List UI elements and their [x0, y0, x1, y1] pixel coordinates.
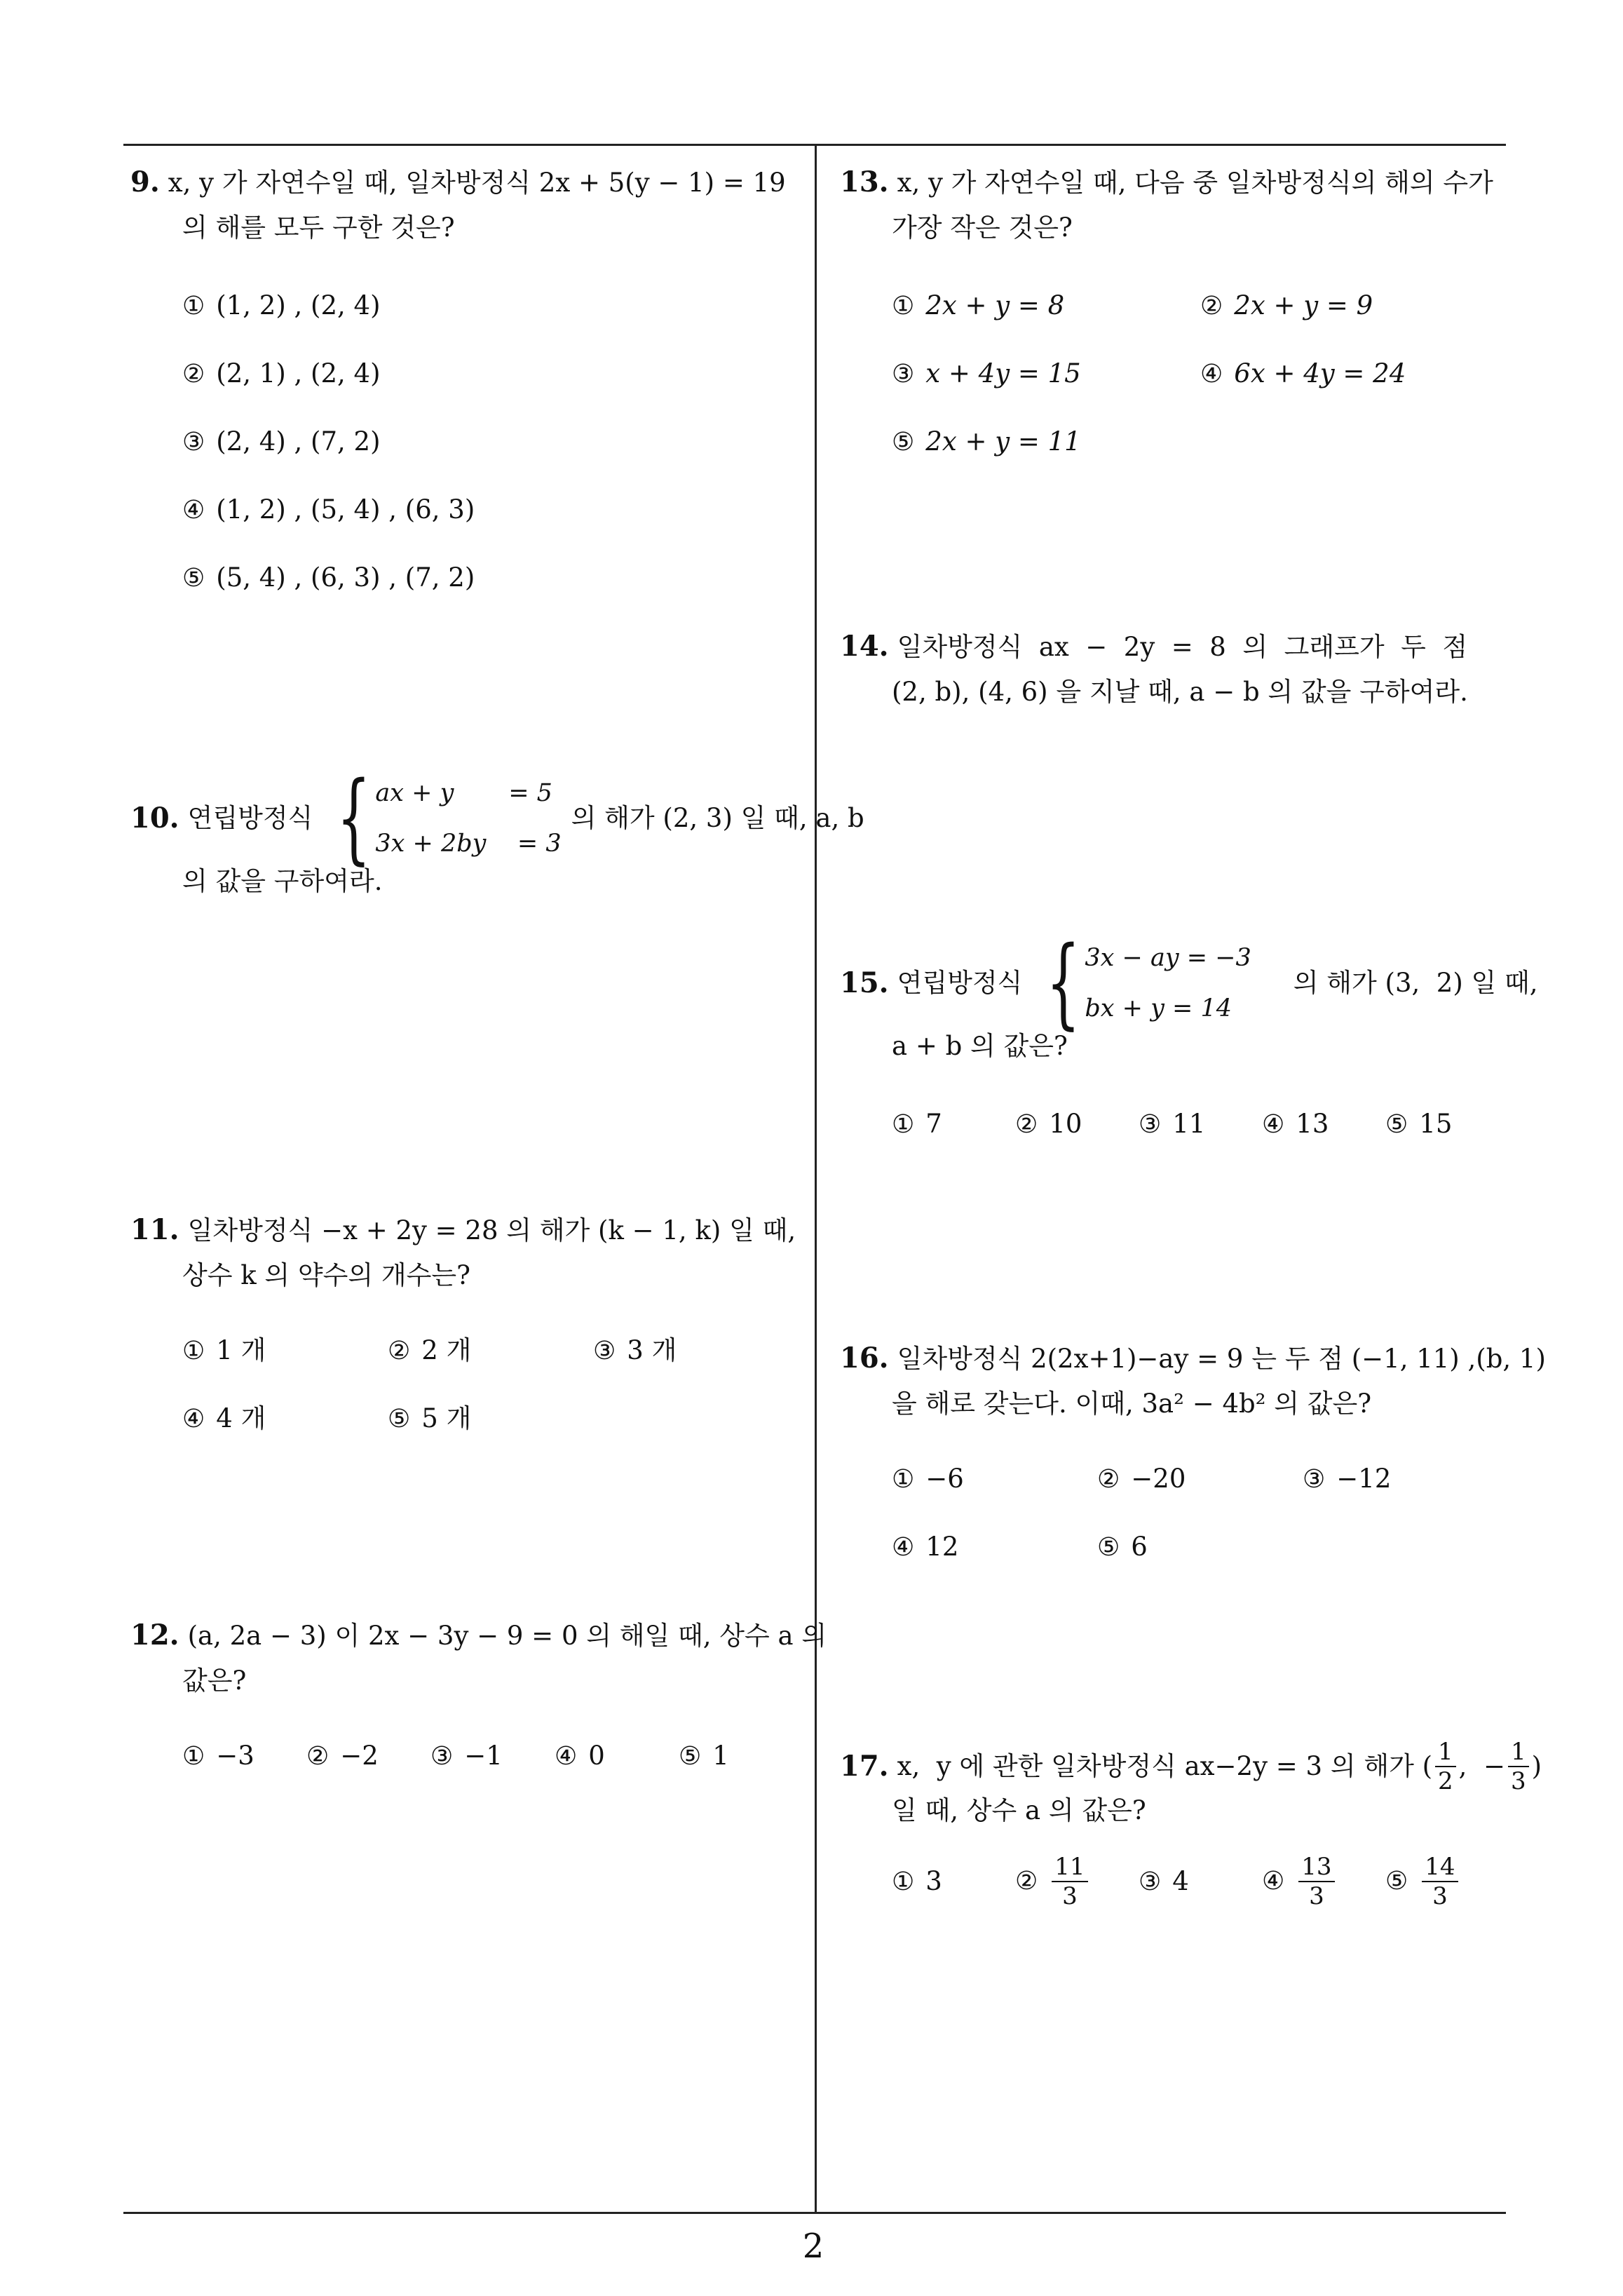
- question-text-line2: 일 때, 상수 a 의 값은?: [892, 1795, 1146, 1825]
- equation-1: ax + y = 5: [375, 779, 552, 807]
- question-text-line2: 가장 작은 것은?: [892, 212, 1073, 243]
- option-5[interactable]: ⑤ (5, 4) , (6, 3) , (7, 2): [182, 562, 475, 593]
- question-text-line2: 의 해를 모두 구한 것은?: [182, 212, 455, 243]
- question-text-prefix: 연립방정식: [187, 803, 313, 833]
- question-text-line1: x, y 가 자연수일 때, 다음 중 일차방정식의 해의 수가: [897, 168, 1493, 198]
- question-10: [130, 761, 864, 904]
- question-14: [840, 624, 1513, 715]
- fraction: $\frac{1}{2}$: [1435, 1738, 1456, 1795]
- options: [840, 271, 1513, 475]
- option-4[interactable]: ④ $\frac{13}{3}$: [1262, 1847, 1385, 1915]
- option-5[interactable]: ⑤ 5 개: [388, 1403, 472, 1433]
- question-text-line1: x, y 에 관한 일차방정식 ax−2y = 3 의 해가 (: [897, 1751, 1433, 1781]
- option-1[interactable]: ① −6: [892, 1464, 964, 1494]
- option-1[interactable]: ① (1, 2) , (2, 4): [182, 290, 381, 320]
- option-4[interactable]: ④ 4 개: [182, 1403, 266, 1433]
- option-5[interactable]: ⑤ 1: [679, 1741, 729, 1771]
- question-text-line1: 일차방정식 ax − 2y = 8 의 그래프가 두 점: [897, 632, 1468, 662]
- question-number: 14.: [840, 630, 889, 663]
- option-4[interactable]: ④ (1, 2) , (5, 4) , (6, 3): [182, 494, 475, 525]
- option-3[interactable]: ③ −12: [1303, 1464, 1392, 1494]
- option-1[interactable]: ① 7: [892, 1109, 942, 1139]
- equation-2: bx + y = 14: [1085, 994, 1232, 1022]
- question-text-line1: x, y 가 자연수일 때, 일차방정식 2x + 5(y − 1) = 19: [168, 168, 786, 198]
- column-divider: [815, 144, 817, 2213]
- question-text-line1: 일차방정식 −x + 2y = 28 의 해가 (k − 1, k) 일 때,: [187, 1215, 796, 1245]
- option-3[interactable]: ③ 3 개: [593, 1335, 677, 1365]
- equation-1: 3x − ay = −3: [1085, 944, 1251, 972]
- option-4[interactable]: ④ 6x + 4y = 24: [1200, 358, 1406, 389]
- question-text-line2: 값은?: [182, 1666, 247, 1696]
- question-17: 17. x, y 에 관한 일차방정식 ax−2y = 3 의 해가 ( $\frac{1}{2}$ , − $\frac{1}{3}$ ) 일 때, 상수 a 의 값은? ① 3 ② $\frac{11}{3}$ ③ 4 ④ $\frac{13}{3}$ ⑤ $\frac{14}{3}$: [840, 1738, 1513, 1915]
- option-1[interactable]: ① 1 개: [182, 1335, 266, 1365]
- option-5[interactable]: ⑤ 15: [1385, 1109, 1453, 1139]
- option-1[interactable]: ① 3: [892, 1865, 942, 1896]
- question-text-line2: 의 값을 구하여라.: [182, 866, 383, 896]
- option-2[interactable]: ② $\frac{11}{3}$: [1015, 1847, 1139, 1915]
- question-text-line1: 일차방정식 2(2x+1)−ay = 9 는 두 점 (−1, 11) ,(b, 1): [897, 1344, 1546, 1374]
- options: [840, 1445, 1513, 1581]
- equation-2: 3x + 2by = 3: [375, 830, 562, 858]
- brace-icon: {: [337, 761, 372, 875]
- option-4[interactable]: ④ 12: [892, 1532, 959, 1562]
- option-3[interactable]: ③ −1: [430, 1741, 503, 1771]
- option-5[interactable]: ⑤ $\frac{14}{3}$: [1385, 1847, 1461, 1915]
- question-15: [840, 926, 1538, 1158]
- option-1[interactable]: ① −3: [182, 1741, 254, 1771]
- option-2[interactable]: ② −2: [306, 1741, 379, 1771]
- options: [130, 1316, 803, 1452]
- question-16: [840, 1336, 1546, 1581]
- fraction: $\frac{1}{3}$: [1508, 1738, 1529, 1795]
- options: [840, 1090, 1513, 1158]
- question-text-suffix: 의 해가 (3, 2) 일 때,: [1293, 968, 1538, 998]
- equation-system: [322, 761, 562, 875]
- question-12: [130, 1613, 827, 1790]
- question-text-line2: 상수 k 의 약수의 개수는?: [182, 1260, 470, 1290]
- options: [130, 271, 803, 612]
- question-number: 15.: [840, 966, 889, 999]
- option-3[interactable]: ③ x + 4y = 15: [892, 358, 1081, 389]
- question-text-line1: (a, 2a − 3) 이 2x − 3y − 9 = 0 의 해일 때, 상수 a 의: [187, 1621, 827, 1651]
- option-3[interactable]: ③ 11: [1139, 1109, 1206, 1139]
- option-4[interactable]: ④ 0: [555, 1741, 605, 1771]
- option-5[interactable]: ⑤ 2x + y = 11: [892, 426, 1081, 457]
- option-1[interactable]: ① 2x + y = 8: [892, 290, 1065, 320]
- question-number: 9.: [130, 166, 160, 198]
- question-13: [840, 160, 1513, 475]
- question-text-line2: 을 해로 갖는다. 이때, 3a² − 4b² 의 값은?: [892, 1389, 1372, 1419]
- question-text-line2: a + b 의 값은?: [892, 1031, 1068, 1061]
- option-2[interactable]: ② −20: [1097, 1464, 1186, 1494]
- question-number: 10.: [130, 802, 179, 835]
- question-number: 11.: [130, 1213, 179, 1246]
- option-2[interactable]: ② 2 개: [388, 1335, 472, 1365]
- bottom-rule: [123, 2212, 1506, 2214]
- option-5[interactable]: ⑤ 6: [1097, 1532, 1148, 1562]
- question-number: 12.: [130, 1619, 179, 1652]
- equation-system: [1032, 926, 1251, 1040]
- question-9: [130, 160, 803, 612]
- question-number: 13.: [840, 166, 889, 198]
- question-text-prefix: 연립방정식: [897, 968, 1023, 998]
- option-2[interactable]: ② 2x + y = 9: [1200, 290, 1373, 320]
- question-text-suffix: 의 해가 (2, 3) 일 때, a, b: [571, 803, 864, 833]
- options: [840, 1847, 1513, 1915]
- option-2[interactable]: ② 10: [1015, 1109, 1082, 1139]
- question-text-line2: (2, b), (4, 6) 을 지날 때, a − b 의 값을 구하여라.: [892, 677, 1468, 707]
- question-number: 17.: [840, 1750, 889, 1783]
- question-number: 16.: [840, 1342, 889, 1375]
- brace-icon: {: [1046, 926, 1081, 1040]
- option-2[interactable]: ② (2, 1) , (2, 4): [182, 358, 381, 389]
- option-3[interactable]: ③ 4: [1139, 1865, 1189, 1896]
- option-3[interactable]: ③ (2, 4) , (7, 2): [182, 426, 381, 457]
- options: [130, 1722, 803, 1790]
- option-4[interactable]: ④ 13: [1262, 1109, 1329, 1139]
- question-11: [130, 1208, 803, 1452]
- page-number: 2: [802, 2227, 824, 2266]
